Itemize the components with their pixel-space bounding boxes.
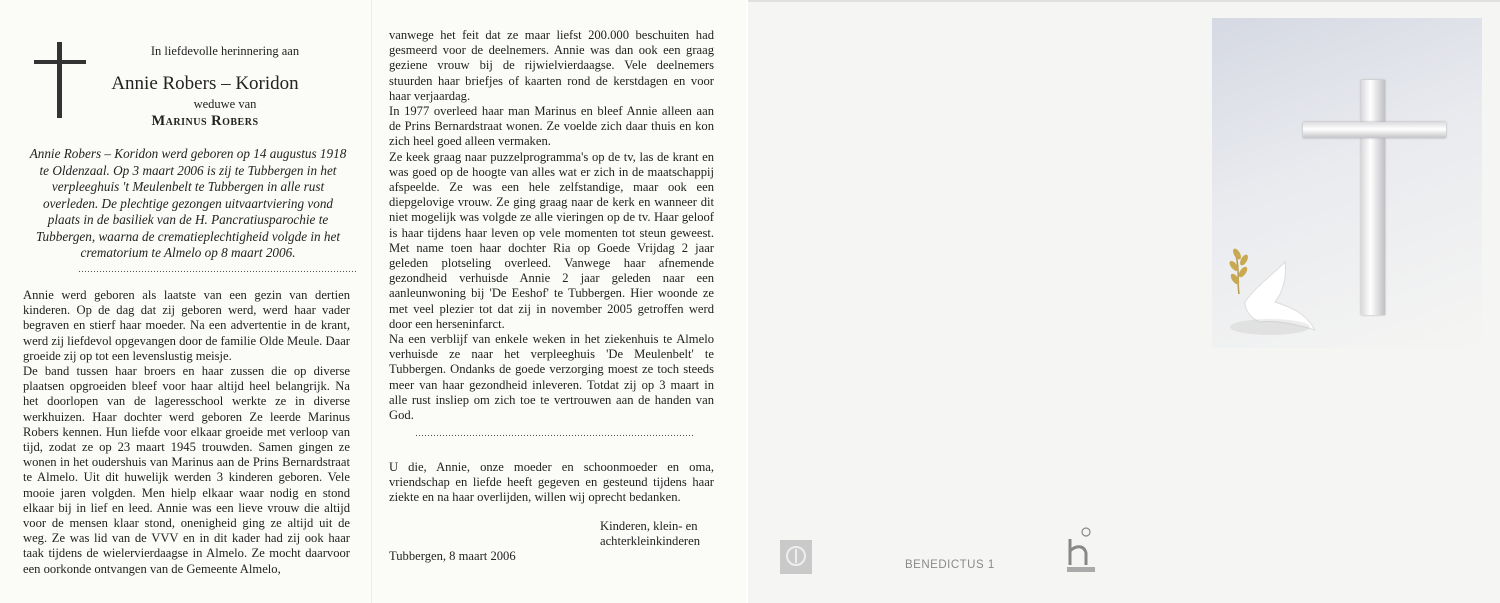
dotted-divider: …………………………………………………………………………………: [415, 428, 694, 438]
life-story-right: [389, 28, 714, 423]
husband-name: Marinus Robers: [151, 113, 259, 129]
place-date: Tubbergen, 8 maart 2006: [389, 549, 516, 563]
obituary-summary: Annie Robers – Koridon werd geboren op 14 augustus 1918 te Oldenzaal. Op 3 maart 2006 is zij te Tubbergen in het verpleeghuis 't Meulenbelt te Tubbergen in alle rust overleden. De plechtige gezongen uitvaartviering vond plaats in de basiliek van de H. Pancratiusparochie te Tubbergen, waarna de crematieplechtigheid volgde in het crematorium te Almelo op 8 maart 2006.: [29, 146, 347, 260]
dove-icon: [1215, 232, 1325, 342]
thanks-text: U die, Annie, onze moeder en schoonmoeder en oma, vriendschap en liefde heeft gegeven en gesteund tijdens haar ziekte en na haar overlijden, willen wij oprecht bedanken.: [389, 460, 714, 505]
card-divider: [746, 0, 748, 603]
paragraph: In 1977 overleed haar man Marinus en bleef Annie alleen aan de Prins Bernardstraat wonen. Ze voelde zich daar thuis en kon zich heel goed alleen vermaken.: [389, 104, 714, 149]
family-line: achterkleinkinderen: [600, 534, 700, 549]
paragraph: Annie werd geboren als laatste van een gezin van dertien kinderen. Op de dag dat zij geboren werd, werd haar vader begraven en stierf haar moeder. Na een advertentie in de krant, werd zij liefdevol opgevangen door de familie Olde Meule. Daar groeide zij op tot een levenslustig meisje.: [23, 288, 350, 363]
life-story-left: [23, 288, 350, 577]
paragraph: De band tussen haar broers en haar zussen die op diverse plaatsen opgroeiden bleef voor haar altijd heel belangrijk. Na het doorlopen van de lageresschool werkte ze in diverse werkhuizen. Haar dochter werd geboren Ze leerde Marinus Robers kennen. Hun liefde voor elkaar groeide met verloop van tijd, zodat ze op 23 maart 1945 trouwden. Samen gingen ze wonen in het oudershuis van Marinus aan de Prins Bernardstraat te Almelo. Uit dit huwelijk werden 3 kinderen geboren. Vele mooie jaren volgden. Men hielp elkaar waar nodig en stond elkaar bij in lief en leed. Annie was een lieve vrouw die altijd voor de mensen klaar stond, onenigheid ging ze altijd uit de weg. Ze was lid van de VVV en in dit kader had zij ook haar taak tijdens de wielervierdaagse in Almelo. Ze mocht daarvoor een oorkonde ontvangen van de Gemeente Almelo,: [23, 364, 350, 576]
paragraph: Ze keek graag naar puzzelprogramma's op de tv, las de krant en was goed op de hoogte van alles wat er zich in de maatschappij afspeelde. Ze was een hele zelfstandige, maar ook een diepgelovige vrouw. Ze ging graag naar de kerk en wanneer dit niet mogelijk was volgde ze alle vieringen op de tv. Haar geloof is haar tijdens haar leven op vele momenten tot steun geweest. Met name toen haar dochter Ria op Goede Vrijdag 2 jaar geleden plotseling overleed. Vanwege haar afnemende gezondheid verhuisde Annie 2 jaar geleden naar een aanleunwoning bij 'De Eeshof' te Tubbergen. Hier woonde ze met veel plezier tot dat zij in november 2005 getroffen werd door een herseninfarct.: [389, 149, 714, 331]
fold-line: [371, 0, 372, 603]
h-logo-icon: [1064, 525, 1100, 575]
deceased-name: Annie Robers – Koridon: [111, 73, 299, 94]
paragraph: vanwege het feit dat ze maar liefst 200.000 beschuiten had gesmeerd voor de deelnemers. Annie was dan ook een graag geziene vrouw bij de rijwielvierdaagse. Vele deelnemers stuurden haar briefjes of kaarten rond de kerstdagen en voor haar verjaardag.: [389, 28, 714, 103]
intro-text: In liefdevolle herinnering aan: [150, 44, 300, 58]
paragraph: Na een verblijf van enkele weken in het ziekenhuis te Almelo verhuisde ze naar het verpleeghuis 'De Meulenbelt' te Tubbergen. Ondanks de goede verzorging moest ze toch steeds meer van haar gezondheid inleveren. Totdat zij op 3 maart in alle rust insliep om zich toe te vertrouwen aan de handen van God.: [389, 332, 714, 423]
family-signature: [600, 519, 740, 549]
design-label: BENEDICTUS 1: [905, 559, 995, 571]
dotted-divider: …………………………………………………………………………………: [78, 264, 357, 274]
widow-of-text: weduwe van: [193, 97, 257, 111]
circle-logo-icon: [780, 540, 812, 574]
family-line: Kinderen, klein- en: [600, 519, 698, 533]
